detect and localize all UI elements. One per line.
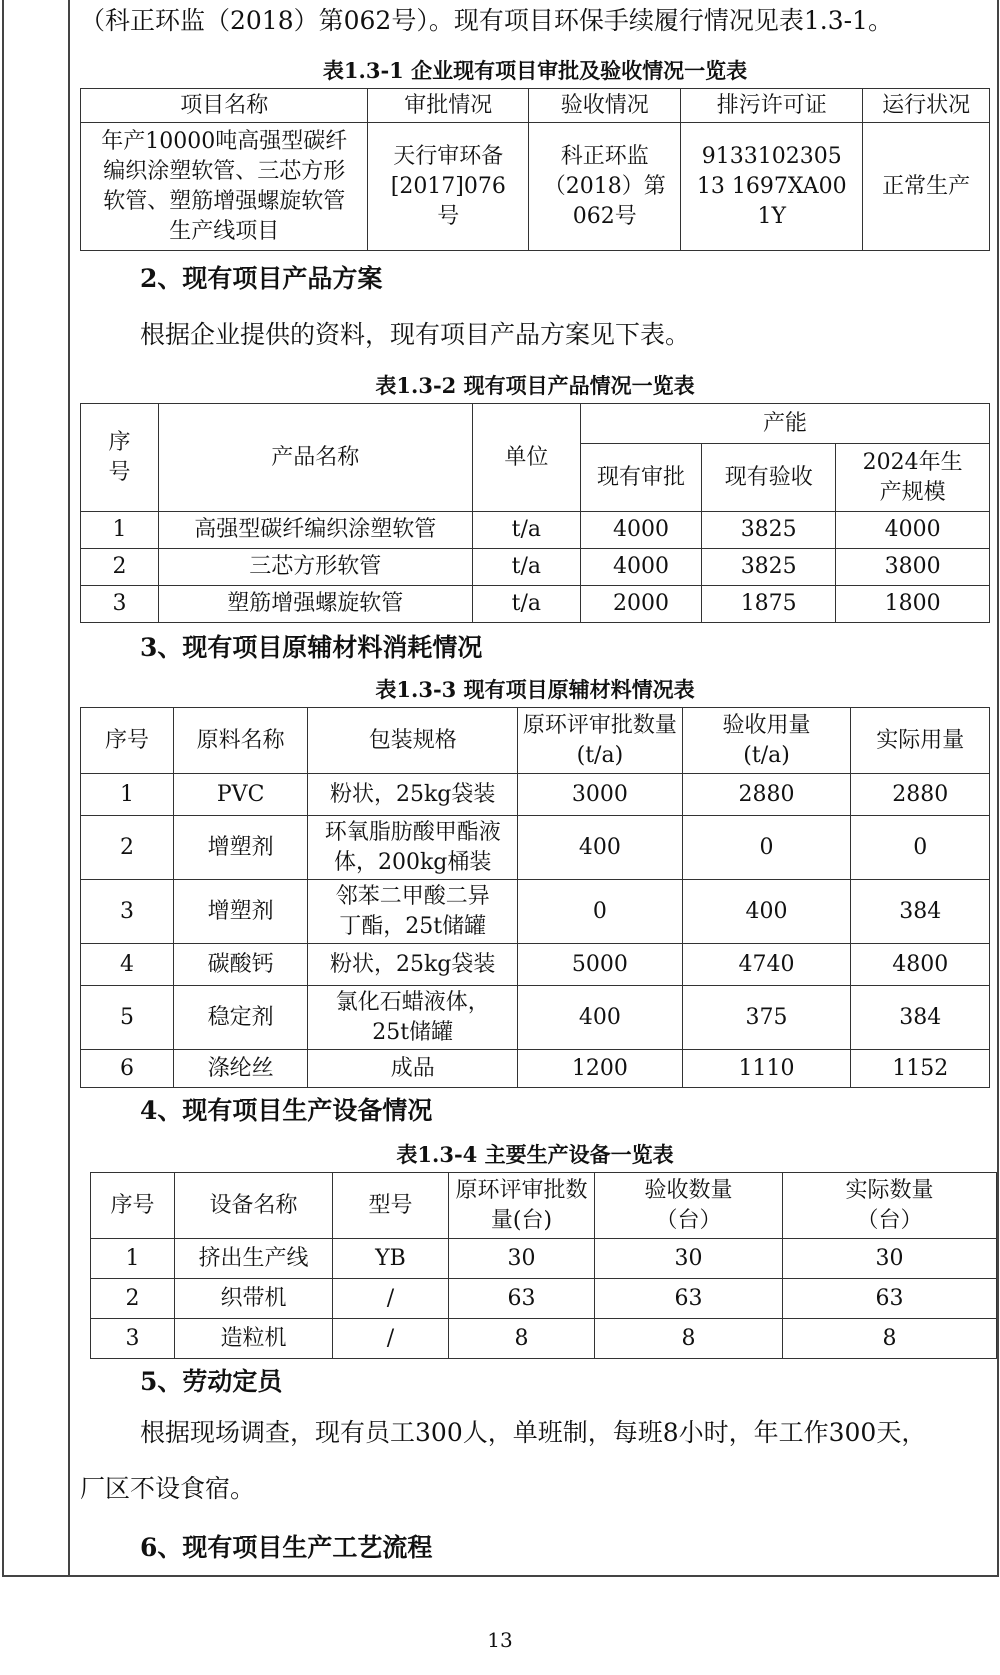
table-cell: 塑筋增强螺旋软管 (158, 586, 472, 623)
table-cell: 400 (518, 986, 682, 1050)
table-cell: 384 (851, 986, 990, 1050)
table-row (81, 880, 990, 944)
equipment-table (90, 1172, 997, 1359)
table-cell: 正常生产 (863, 123, 990, 251)
table-cell: 3 (91, 1319, 175, 1359)
table-cell: 稳定剂 (174, 986, 308, 1050)
section5-heading: 5、劳动定员 (140, 1367, 283, 1396)
header-cell: 验收情况 (529, 89, 681, 123)
table-cell: 科正环监（2018）第062号 (529, 123, 681, 251)
table-cell: 2 (81, 549, 159, 586)
section2-text: 根据企业提供的资料，现有项目产品方案见下表。 (140, 320, 691, 349)
table-cell: 碳酸钙 (174, 944, 308, 986)
table-cell: 1 (81, 512, 159, 549)
table-cell: 5 (81, 986, 174, 1050)
materials-table (80, 707, 990, 1088)
table-cell: 高强型碳纤编织涂塑软管 (158, 512, 472, 549)
table-cell: 天行审环备[2017]076号 (368, 123, 529, 251)
table-cell: 8 (595, 1319, 783, 1359)
page-number: 13 (487, 1628, 513, 1652)
table-cell: 0 (518, 880, 682, 944)
table-row (81, 512, 990, 549)
header-cell: 实际数量（台） (783, 1173, 997, 1239)
header-cell: 原料名称 (174, 708, 308, 774)
table-cell: 成品 (308, 1050, 518, 1088)
table-cell: 400 (682, 880, 851, 944)
section5-text-line1: 根据现场调查，现有员工300人，单班制，每班8小时，年工作300天， (140, 1418, 927, 1447)
table-cell: 粉状，25kg袋装 (308, 774, 518, 816)
table-cell: 2000 (580, 586, 701, 623)
table4-caption: 表1.3-4 主要生产设备一览表 (396, 1142, 674, 1167)
header-cell: 原环评审批数量(台) (449, 1173, 595, 1239)
table-cell: 3 (81, 586, 159, 623)
table-cell: / (333, 1279, 449, 1319)
table-header-row (81, 404, 990, 444)
table-cell: 环氧脂肪酸甲酯液体，200kg桶装 (308, 816, 518, 880)
table-cell: 63 (783, 1279, 997, 1319)
header-cell: 运行状况 (863, 89, 990, 123)
header-cell: 2024年生产规模 (836, 444, 990, 512)
table-cell: 邻苯二甲酸二异丁酯，25t储罐 (308, 880, 518, 944)
table-cell: 2 (91, 1279, 175, 1319)
header-cell: 型号 (333, 1173, 449, 1239)
header-cell: 序号 (91, 1173, 175, 1239)
table-row (81, 123, 990, 251)
header-cell: 实际用量 (851, 708, 990, 774)
table-cell: 2 (81, 816, 174, 880)
header-cell: 原环评审批数量(t/a) (518, 708, 682, 774)
table-cell: 4 (81, 944, 174, 986)
table-cell: 4000 (580, 549, 701, 586)
table1-caption: 表1.3-1 企业现有项目审批及验收情况一览表 (322, 58, 748, 83)
table-cell: 30 (449, 1239, 595, 1279)
table2-caption: 表1.3-2 现有项目产品情况一览表 (375, 373, 695, 398)
table-cell: 0 (851, 816, 990, 880)
table-cell: 63 (449, 1279, 595, 1319)
table-cell: / (333, 1319, 449, 1359)
table-cell: 30 (595, 1239, 783, 1279)
table-cell: 2880 (851, 774, 990, 816)
section4-heading: 4、现有项目生产设备情况 (140, 1096, 433, 1125)
table-cell: 375 (682, 986, 851, 1050)
table-cell: PVC (174, 774, 308, 816)
section5-text-line2: 厂区不设食宿。 (80, 1474, 256, 1503)
table-row (81, 816, 990, 880)
table-cell: 1875 (702, 586, 836, 623)
table-header-row (81, 708, 990, 774)
table-cell: 5000 (518, 944, 682, 986)
table-cell: 1800 (836, 586, 990, 623)
header-cell: 现有验收 (702, 444, 836, 512)
frame-divider (68, 0, 70, 1575)
table-cell: 3825 (702, 512, 836, 549)
section6-heading: 6、现有项目生产工艺流程 (140, 1533, 433, 1562)
table-cell: t/a (472, 549, 580, 586)
table-cell: YB (333, 1239, 449, 1279)
table-cell: 4000 (836, 512, 990, 549)
header-cell: 序号 (81, 708, 174, 774)
table-cell: 4000 (580, 512, 701, 549)
table-cell: 8 (783, 1319, 997, 1359)
table-cell: 384 (851, 880, 990, 944)
header-cell: 项目名称 (81, 89, 368, 123)
table-cell: 1 (91, 1239, 175, 1279)
table-cell: 400 (518, 816, 682, 880)
table-cell: 4740 (682, 944, 851, 986)
table-cell: 2880 (682, 774, 851, 816)
table-cell: 30 (783, 1239, 997, 1279)
table-row (81, 549, 990, 586)
table-cell: 三芯方形软管 (158, 549, 472, 586)
table-row (81, 586, 990, 623)
table-cell: 增塑剂 (174, 880, 308, 944)
table-cell: 913310230513 1697XA001Y (681, 123, 863, 251)
document-body (80, 0, 990, 1579)
header-cell: 产能 (580, 404, 989, 444)
table-cell: 织带机 (175, 1279, 333, 1319)
header-cell: 排污许可证 (681, 89, 863, 123)
table-row (91, 1319, 997, 1359)
table-cell: 8 (449, 1319, 595, 1359)
table-row (81, 986, 990, 1050)
header-cell: 审批情况 (368, 89, 529, 123)
table-cell: 1200 (518, 1050, 682, 1088)
table-cell: t/a (472, 512, 580, 549)
table-cell: 3000 (518, 774, 682, 816)
intro-line: （科正环监（2018）第062号）。现有项目环保手续履行情况见表1.3-1。 (80, 6, 893, 35)
table-cell: 1110 (682, 1050, 851, 1088)
table-row (91, 1239, 997, 1279)
section3-heading: 3、现有项目原辅材料消耗情况 (140, 633, 483, 662)
approval-table (80, 88, 990, 251)
section2-heading: 2、现有项目产品方案 (140, 264, 383, 293)
table-cell: 3825 (702, 549, 836, 586)
table-cell: 涤纶丝 (174, 1050, 308, 1088)
table-cell: 增塑剂 (174, 816, 308, 880)
header-cell: 现有审批 (580, 444, 701, 512)
table-header-row (91, 1173, 997, 1239)
table-row (81, 944, 990, 986)
table-header-row (81, 89, 990, 123)
header-cell: 验收数量（台） (595, 1173, 783, 1239)
header-cell: 设备名称 (175, 1173, 333, 1239)
table-cell: 1 (81, 774, 174, 816)
header-cell: 包装规格 (308, 708, 518, 774)
product-table (80, 403, 990, 623)
header-cell: 序号 (81, 404, 159, 512)
table-row (81, 774, 990, 816)
table-cell: 挤出生产线 (175, 1239, 333, 1279)
table-cell: 粉状，25kg袋装 (308, 944, 518, 986)
table-cell: 0 (682, 816, 851, 880)
table-cell: 6 (81, 1050, 174, 1088)
table-cell: t/a (472, 586, 580, 623)
header-cell: 验收用量(t/a) (682, 708, 851, 774)
table-cell: 年产10000吨高强型碳纤编织涂塑软管、三芯方形软管、塑筋增强螺旋软管生产线项目 (81, 123, 368, 251)
table-cell: 3800 (836, 549, 990, 586)
table-row (81, 1050, 990, 1088)
header-cell: 单位 (472, 404, 580, 512)
table-cell: 4800 (851, 944, 990, 986)
header-cell: 产品名称 (158, 404, 472, 512)
table-cell: 造粒机 (175, 1319, 333, 1359)
table-cell: 1152 (851, 1050, 990, 1088)
table-cell: 63 (595, 1279, 783, 1319)
table-cell: 氯化石蜡液体，25t储罐 (308, 986, 518, 1050)
table-cell: 3 (81, 880, 174, 944)
table3-caption: 表1.3-3 现有项目原辅材料情况表 (375, 677, 695, 702)
table-row (91, 1279, 997, 1319)
